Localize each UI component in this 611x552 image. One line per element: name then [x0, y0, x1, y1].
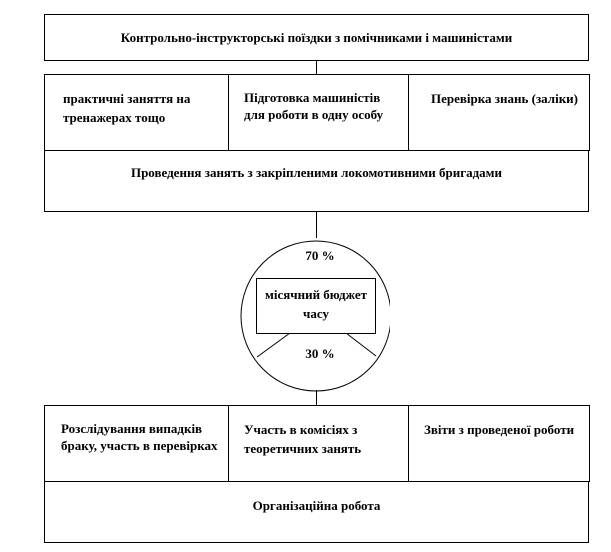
upper-group — [44, 74, 589, 212]
connector-circle-lower — [316, 390, 317, 406]
budget-center-box — [256, 278, 376, 334]
lower-cell-1 — [44, 405, 229, 482]
upper-group-label: Проведення занять з закріпленими локомотивними бригадами — [130, 165, 503, 180]
top-box — [44, 14, 589, 61]
upper-cell-3-label: Перевірка знань (заліки) — [431, 91, 578, 106]
upper-cell-1 — [44, 74, 229, 151]
lower-cell-2-label: Участь в комісіях з теоретичних занять — [244, 422, 362, 456]
lower-group — [44, 405, 589, 543]
lower-cell-2 — [228, 405, 409, 482]
upper-cell-2 — [228, 74, 409, 151]
top-box-label: Контрольно-інструкторські поїздки з помічниками і машиністами — [120, 30, 513, 45]
upper-cell-1-label: практичні заняття на тренажерах тощо — [63, 91, 191, 125]
budget-center-label: місячний бюджет часу — [264, 287, 367, 321]
upper-cell-3 — [408, 74, 590, 151]
budget-bottom-percent: 30 % — [305, 346, 335, 361]
lower-group-label: Організаційна робота — [252, 498, 381, 513]
lower-cell-1-label: Розслідування випадків браку, участь в перевірках — [61, 421, 218, 453]
lower-cell-3 — [408, 405, 590, 482]
lower-cell-3-label: Звіти з проведеної роботи — [424, 422, 575, 437]
connector-top — [316, 61, 317, 75]
upper-cell-2-label: Підготовка машиністів для роботи в одну особу — [244, 90, 384, 122]
budget-top-percent: 70 % — [305, 248, 335, 263]
